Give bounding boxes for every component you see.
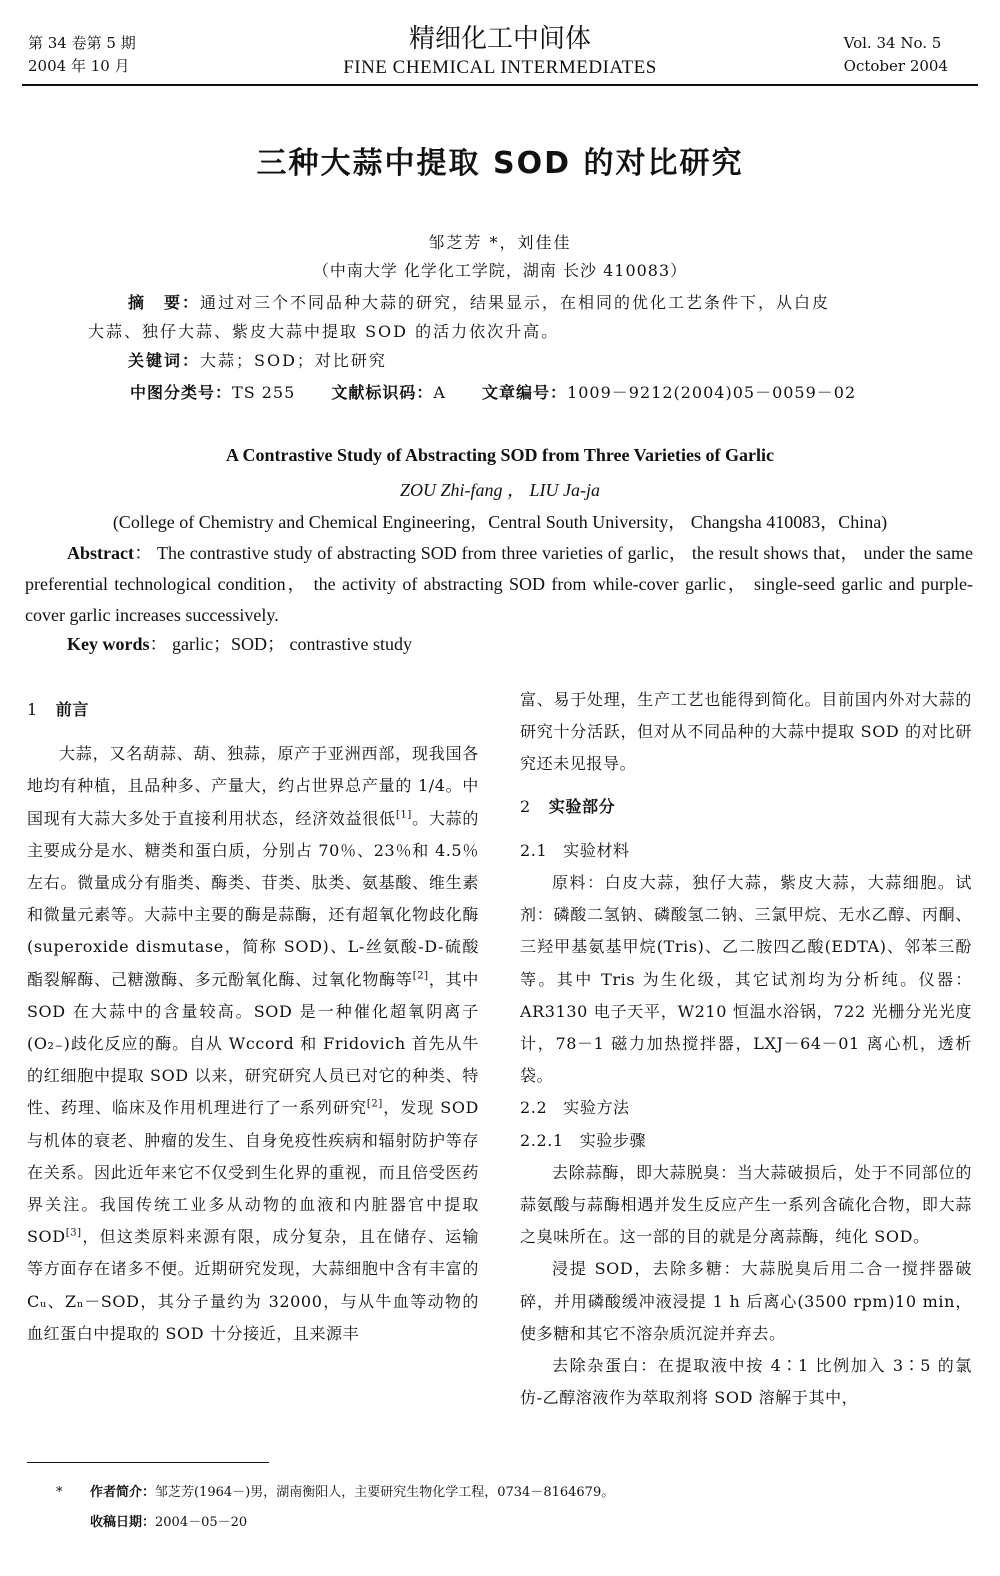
article-no-label: 文章编号： <box>482 383 568 402</box>
footnote-marker: * <box>56 1485 63 1500</box>
deodorize-paragraph: 去除蒜酶，即大蒜脱臭：当大蒜破损后，处于不同部位的蒜氨酸与蒜酶相遇并发生反应产生一系列含硫化合物，即大蒜之臭味所在。这一部的目的就是分离蒜酶，纯化 SOD。 <box>520 1162 972 1247</box>
author-bio-label: 作者简介： <box>90 1485 156 1500</box>
materials-paragraph: 原料：白皮大蒜，独仔大蒜，紫皮大蒜，大蒜细胞。试剂：磷酸二氢钠、磷酸氢二钠、三氯甲烷、无水乙醇、丙酮、三羟甲基氨基甲烷(Tris)、乙二胺四乙酸(EDTA)、邻苯三酚等。其中 Tris 为生化级，其它试剂均为分析纯。仪器：AR3130 电子天平，W210 恒温水浴锅，722 光栅分光光度计，78－1 磁力加热搅拌器，LXJ－64－01 离心机，透析袋。 <box>520 873 972 1086</box>
keywords-en <box>67 630 412 656</box>
abstract-en-label: Abstract <box>67 543 134 563</box>
author-bio-text: 邹芝芳(1964－)男，湖南衡阳人，主要研究生物化学工程，0734－8164679。 <box>155 1485 615 1500</box>
footnote-rule <box>27 1462 269 1463</box>
keywords-en-label: Key words <box>67 634 150 654</box>
journal-name-en: FINE CHEMICAL INTERMEDIATES <box>343 57 657 78</box>
citation-2: [2] <box>412 970 429 982</box>
volume-issue-cn: 第 34 卷第 5 期 <box>28 34 136 52</box>
issue-info-en <box>844 32 948 78</box>
section-1-heading: 1 前言 <box>27 700 89 719</box>
section-1-paragraph: 大蒜，又名葫蒜、葫、独蒜，原产于亚洲西部，现我国各地均有种植，且品种多、产量大，约占世界总产量的 1/4。中国现有大蒜大多处于直接利用状态，经济效益很低[1]。大蒜的主要成分是水、糖类和蛋白质，分别占 70％、23％和 4.5％左右。微量成分有脂类、酶类、苷类、肽类、氨基酸、维生素和微量元素等。大蒜中主要的酶是蒜酶，还有超氧化物歧化酶(superoxide dismutase，简称 SOD)、L-丝氨酸-D-硫酸酯裂解酶、己糖激酶、多元酚氧化酶、过氧化物酶等[2]，其中 SOD 在大蒜中的含量较高。SOD 是一种催化超氧阴离子(O₂₋)歧化反应的酶。自从 Wccord 和 Fridovich 首先从牛的红细胞中提取 SOD 以来，研究研究人员已对它的种类、特性、药理、临床及作用机理进行了一系列研究[2]，发现 SOD 与机体的衰老、肿瘤的发生、自身免疫性疾病和辐射防护等存在关系。因此近年来它不仅受到生化界的重视，而且倍受医药界关注。我国传统工业多从动物的血液和内脏器官中提取 SOD[3]，但这类原料来源有限，成分复杂，且在储存、运输等方面存在诸多不便。近期研究发现，大蒜细胞中含有丰富的 Cᵤ、Zₙ－SOD，其分子量约为 32000，与从牛血等动物的血红蛋白中提取的 SOD 十分接近，且来源丰 <box>27 744 480 1343</box>
body-column-left <box>27 690 479 1350</box>
citation-3: [2] <box>366 1099 383 1111</box>
journal-name <box>250 22 750 80</box>
citation-1: [1] <box>395 809 412 821</box>
abstract-en <box>25 538 973 631</box>
volume-issue-en: Vol. 34 No. 5 <box>843 34 942 52</box>
body-column-right <box>520 684 972 1414</box>
affiliation-cn: （中南大学 化学化工学院，湖南 长沙 410083） <box>312 261 688 280</box>
received-date-label: 收稿日期： <box>90 1515 156 1530</box>
doc-code-label: 文献标识码： <box>331 383 434 402</box>
article-no-value: 1009－9212(2004)05－0059－02 <box>567 383 857 402</box>
abstract-cn-line1: 通过对三个不同品种大蒜的研究，结果显示，在相同的优化工艺条件下，从白皮 <box>200 293 831 312</box>
date-cn: 2004 年 10 月 <box>28 57 130 75</box>
keywords-cn-text: 大蒜；SOD；对比研究 <box>200 351 387 370</box>
paper-title-en: A Contrastive Study of Abstracting SOD from Three Varieties of Garlic <box>226 445 774 465</box>
journal-name-cn: 精细化工中间体 <box>408 24 591 54</box>
issue-info <box>28 32 136 78</box>
header-rule <box>22 84 978 86</box>
keywords-en-text: ： garlic；SOD； contrastive study <box>149 634 412 654</box>
section-1-paragraph-cont: 富、易于处理，生产工艺也能得到简化。目前国内外对大蒜的研究十分活跃，但对从不同品种的大蒜中提取 SOD 的对比研究还未见报导。 <box>520 690 972 774</box>
date-en: October 2004 <box>843 57 948 75</box>
section-2-2-1-heading: 2.2.1 实验步骤 <box>520 1130 647 1150</box>
section-2-1-heading: 2.1 实验材料 <box>520 840 630 860</box>
abstract-cn-label: 摘 要： <box>128 293 201 312</box>
abstract-cn <box>88 288 948 375</box>
classification-line <box>130 380 886 403</box>
authors-cn: 邹芝芳 *，刘佳佳 <box>428 233 572 252</box>
authors-en: ZOU Zhi-fang ， LIU Ja-ja <box>399 480 600 500</box>
abstract-en-text: ： The contrastive study of abstracting SOD from three varieties of garlic， the result shows that， under the same preferential technological condition， the activity of abstracting SOD from while-cover garlic， single-seed garlic and purple-cover garlic increases successively. <box>25 543 973 625</box>
doc-code-value: A <box>433 383 446 402</box>
extraction-paragraph: 浸提 SOD，去除多糖：大蒜脱臭后用二合一搅拌器破碎，并用磷酸缓冲液浸提 1 h 后离心(3500 rpm)10 min，使多糖和其它不溶杂质沉淀并弃去。 <box>520 1259 972 1343</box>
abstract-cn-line2: 大蒜、独仔大蒜、紫皮大蒜中提取 SOD 的活力依次升高。 <box>88 322 560 341</box>
paper-title-cn: 三种大蒜中提取 SOD 的对比研究 <box>256 146 744 181</box>
received-date-value: 2004－05－20 <box>155 1515 248 1530</box>
section-2-heading: 2 实验部分 <box>520 796 616 816</box>
section-2-2-heading: 2.2 实验方法 <box>520 1098 630 1118</box>
clc-label: 中图分类号： <box>130 383 233 402</box>
clc-value: TS 255 <box>232 383 296 402</box>
protein-removal-paragraph: 去除杂蛋白：在提取液中按 4∶1 比例加入 3∶5 的氯仿-乙醇溶液作为萃取剂将 SOD 溶解于其中， <box>520 1356 972 1408</box>
affiliation-en: (College of Chemistry and Chemical Engineering，Central South University， Changsha 410083，China) <box>112 512 888 532</box>
keywords-cn-label: 关键词： <box>128 351 201 370</box>
citation-4: [3] <box>65 1227 82 1239</box>
footnote <box>56 1478 615 1538</box>
